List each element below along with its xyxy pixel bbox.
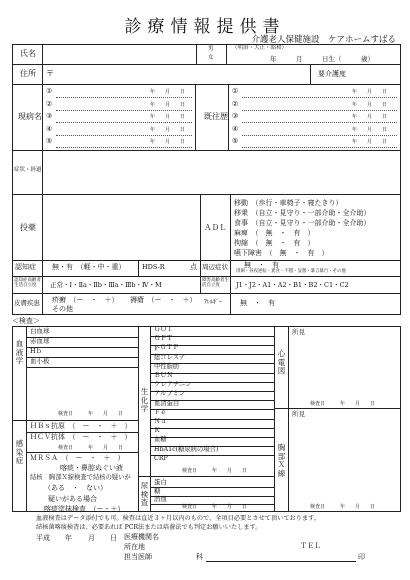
adl-meal: 食事 （自立・見守り・一部介助・全介助）: [234, 219, 371, 227]
blood-date: 検査日 年 月 日: [58, 411, 124, 417]
ecg-findings-label: 所見: [292, 328, 305, 336]
history-line[interactable]: [242, 147, 397, 148]
urine-section-label: 尿検査: [140, 481, 149, 508]
dementia-independence-label: 認知症高齢者生活自立度: [14, 278, 41, 288]
history-line[interactable]: [242, 122, 397, 123]
dementia-independence-value: 正常・Ⅰ・Ⅱa・Ⅱb・Ⅲa・Ⅲb・Ⅳ・M: [50, 281, 162, 289]
disabled-independence-value: J1・J2・A1・A2・B1・B2・C1・C2: [236, 281, 349, 289]
infection-section-label: 感染症: [15, 439, 24, 466]
sex-female[interactable]: 女: [208, 55, 214, 61]
hbs-antigen: ＨＢｓ抗原 （ ー ・ ＋ ）: [30, 422, 132, 430]
history-line[interactable]: [242, 135, 397, 136]
history-number: ①: [232, 87, 239, 95]
history-line[interactable]: [242, 97, 397, 98]
history-date: 年 月 日: [352, 89, 388, 95]
blood-item-label: Hｂ: [30, 347, 43, 355]
biochem-item-line: [150, 409, 274, 410]
current-disease-date: 年 月 日: [150, 101, 186, 108]
hcv-antibody: ＨＣＶ抗体 （ ー ・ ＋ ）: [30, 433, 132, 441]
current-disease-date: 年 月 日: [150, 139, 186, 145]
history-date: 年 月 日: [352, 126, 388, 133]
current-disease-date: 年 月 日: [150, 89, 186, 95]
hds-unit: 点: [190, 263, 197, 271]
current-disease-number: ①: [46, 87, 53, 95]
footer-note-2: 結核菌喀痰検査は、必要あれば PCR法または培養法でも判定お願いいたします。: [36, 524, 262, 531]
adl-label: ＡＤＬ: [204, 223, 227, 232]
dept-label: 科: [196, 553, 203, 561]
current-disease-line[interactable]: [56, 110, 192, 111]
current-disease-date: 年 月 日: [150, 114, 186, 120]
institution-label: 医療機関名: [124, 533, 159, 541]
urine-item-label: 糖: [154, 486, 161, 495]
skin-other: その他: [52, 305, 73, 313]
tests-header: ＜検査＞: [12, 317, 40, 325]
xray-findings-label: 所見: [292, 410, 305, 418]
behavior-label: 周辺症状: [202, 263, 228, 271]
current-disease-number: ④: [46, 124, 53, 133]
urine-item-label: 潜血: [154, 495, 167, 503]
dementia-value: 無・有 （軽・中・重）: [52, 263, 126, 271]
page-title: 診療情報提供書: [124, 17, 286, 37]
history-date: 年 月 日: [352, 114, 388, 120]
biochem-item-label: 中性脂肪: [154, 362, 180, 370]
biochem-item-label: HbA1c(糖尿病の場合): [154, 445, 219, 453]
biochem-item-label: ＧＯＴ: [154, 326, 173, 333]
current-disease-line[interactable]: [56, 122, 192, 123]
biochem-item-label: Ｎａ: [154, 418, 167, 425]
biochem-item-label: Ｆｅ: [154, 408, 167, 416]
footer-note-1: 血液検査はデータ添付でも可。検査は直近３ヶ月以内のもので、全項目必要とさせて頂いております。: [36, 515, 321, 522]
skin-bedsore: 褥瘡 （ー ・ ＋）: [130, 296, 197, 304]
ecg-date: 検査日 年 月 日: [310, 401, 376, 407]
history-line[interactable]: [242, 110, 397, 111]
disabled-independence-label: 障害高齢者生活自立度: [202, 278, 229, 288]
urine-item-line: [150, 496, 274, 497]
current-disease-date: 年 月 日: [150, 126, 186, 133]
name-label: 氏名: [20, 49, 36, 58]
mrsa-sample: 喀痰・鼻腔ぬぐい液: [60, 464, 123, 472]
sex-male[interactable]: 男: [208, 46, 214, 52]
address-footer-label: 所在地: [124, 543, 145, 551]
biochem-item-line: [150, 437, 274, 438]
biochem-item-label: γ-ＧＴＰ: [154, 344, 179, 352]
hepatitis-date: 検査日 年 月 日: [58, 445, 124, 451]
current-disease-number: ⑤: [46, 137, 53, 145]
biochem-section-label: 生化学: [140, 387, 149, 414]
current-disease-label: 現病名: [18, 112, 42, 121]
biochem-item-label: Ｋ: [154, 427, 161, 435]
current-disease-line[interactable]: [56, 97, 192, 98]
tb-suspect: 疑いがある場合: [48, 495, 97, 503]
biochem-date: 検査日 年 月 日: [182, 468, 248, 474]
birth-date: 年 月 日生（ 歳）: [270, 55, 374, 63]
current-disease-line[interactable]: [56, 135, 192, 136]
adl-swallow: 嚥下障害 （ 無 ・ 有 ）: [234, 249, 329, 257]
footer-year: 年: [65, 534, 72, 542]
address-label: 住所: [20, 69, 36, 78]
behavior-value: 無 ・ 有: [244, 261, 279, 269]
urine-item-label: 蛋白: [154, 478, 167, 486]
biochem-item-label: 総コレステ: [154, 353, 186, 361]
dementia-label: 認知症: [15, 263, 36, 271]
biochem-item-line: [150, 419, 274, 420]
biochem-item-line: [150, 455, 274, 456]
biochem-item-line: [150, 428, 274, 429]
medication-label: 投薬: [20, 223, 36, 232]
facility-name: 介護老人保健施設 ケアホームすばる: [251, 35, 396, 45]
current-disease-number: ②: [46, 99, 53, 108]
blood-section-label: 血液学: [15, 339, 24, 366]
history-number: ④: [232, 124, 239, 133]
history-number: ②: [232, 99, 239, 108]
blood-item-label: 白血球: [30, 327, 50, 335]
allergy-value: 無 ・ 有: [240, 299, 275, 307]
ecg-section-label: 心電図: [277, 349, 286, 376]
tb-question: 結核 胸部Ｘ線検査で結核の疑いが: [30, 474, 131, 481]
blood-item-label: 血小板: [30, 357, 50, 365]
allergy-label: ｱﾚﾙｷﾞｰ: [204, 299, 223, 306]
xray-section-label: 胸部Ｘ線: [277, 443, 286, 478]
adl-move: 移動 （歩行・車椅子・寝たきり）: [234, 199, 343, 207]
skin-label: 皮膚疾患: [14, 299, 40, 307]
era-options[interactable]: （明治・大正・昭和）: [232, 45, 288, 51]
biochem-item-label: 血糖: [154, 436, 167, 444]
adl-contracture: 拘縮 （ 無 ・ 有 ）: [234, 239, 315, 247]
footer-month: 月: [88, 534, 95, 542]
behavior-detail: 徘徊・昼夜逆転・異食・不穏・妄想・暴言暴行・その他: [236, 269, 346, 274]
biochem-item-label: 血清蛋白: [154, 399, 180, 407]
history-number: ⑤: [232, 137, 239, 145]
postal-mark: 〒: [46, 69, 54, 78]
footer-era: 平成: [36, 534, 50, 542]
adl-transfer: 移乗 （自立・見守り・一部介助・全介助）: [234, 209, 371, 217]
seal-label: 印: [358, 553, 365, 561]
biochem-item-label: アルブミン: [154, 390, 186, 398]
biochem-item-label: CRP: [154, 454, 168, 462]
care-level-label: 要介護度: [318, 70, 346, 78]
doctor-label: 担当医師: [124, 553, 152, 561]
tb-smear: 喀痰塗抹検査 （ー・＋）: [44, 505, 125, 513]
current-disease-number: ③: [46, 112, 53, 120]
hds-label: HDS-R: [142, 263, 165, 271]
xray-date: 検査日 年 月 日: [310, 504, 376, 510]
urine-item-line: [150, 487, 274, 488]
blood-item-line: [26, 367, 138, 368]
skin-scabies: 疥癬 （ー ・ ＋）: [52, 296, 119, 304]
mrsa: ＭＲＳＡ （ ー ・ ＋ ）: [30, 454, 125, 462]
urine-date: 検査日 年 月 日: [182, 504, 248, 510]
symptoms-label: 症状・経過: [14, 167, 42, 173]
history-date: 年 月 日: [352, 139, 388, 145]
footer-day: 日: [110, 534, 117, 542]
biochem-item-label: クレアチニン: [154, 381, 192, 389]
blood-item-line: [26, 347, 138, 348]
tel-label: ＴＥＬ: [300, 542, 321, 550]
current-disease-line[interactable]: [56, 147, 192, 148]
biochem-item-label: ＧＰＴ: [154, 335, 173, 343]
history-number: ③: [232, 112, 239, 120]
adl-paralysis: 麻痺 （ 無 ・ 有 ）: [234, 229, 315, 237]
history-date: 年 月 日: [352, 101, 388, 108]
blood-item-label: 赤血球: [30, 337, 50, 345]
biochem-item-label: ＢＵＮ: [154, 372, 173, 379]
tb-options: （ある ・ ない）: [44, 484, 107, 492]
history-label: 既往歴: [204, 112, 228, 121]
